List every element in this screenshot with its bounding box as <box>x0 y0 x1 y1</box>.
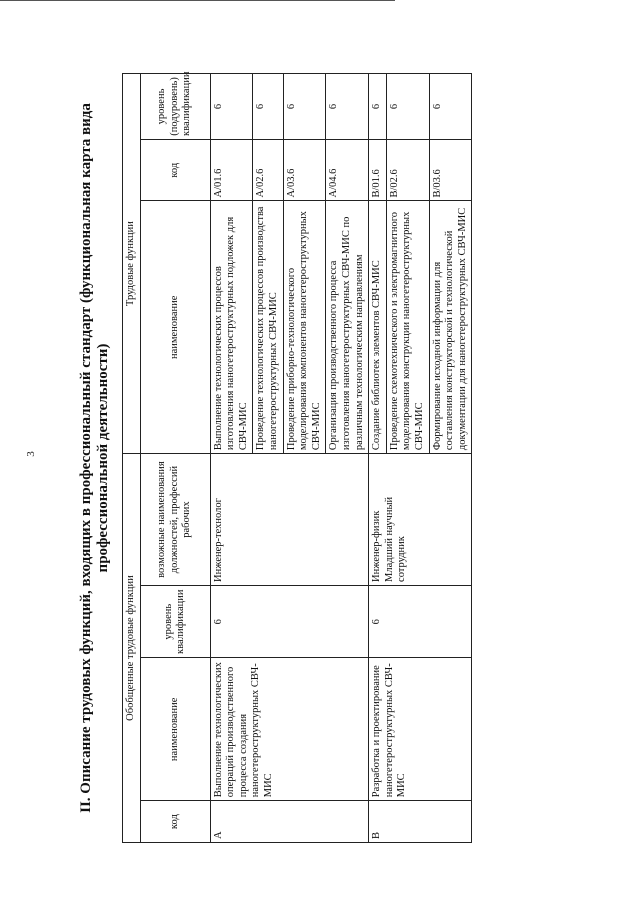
header-generalized: Обобщенные трудовые функции <box>123 454 141 843</box>
function-code: B/02.6 <box>386 139 429 201</box>
header-name: наименование <box>140 658 210 801</box>
function-level: 6 <box>326 74 369 140</box>
header-code: код <box>140 801 210 843</box>
group-code: A <box>210 801 369 843</box>
group-name: Разработка и проектирование наногетероструктурных СВЧ-МИС <box>369 658 472 801</box>
header-row-2 <box>140 74 210 843</box>
header-labor: Трудовые функции <box>123 74 141 454</box>
function-name: Формирование исходной информации для составления конструкторской и технологической документации для наногетероструктурных СВЧ-МИС <box>429 201 472 454</box>
function-level: 6 <box>386 74 429 140</box>
group-code: B <box>369 801 472 843</box>
header-row-1 <box>123 74 141 843</box>
function-code: A/02.6 <box>253 139 283 201</box>
function-code: A/03.6 <box>283 139 326 201</box>
group-name: Выполнение технологических операций производственного процесса создания наногетероструктурных СВЧ-МИС <box>210 658 369 801</box>
table-row <box>369 74 387 843</box>
header-positions: возможные наименования должностей, профессий рабочих <box>140 454 210 586</box>
group-level: 6 <box>210 585 369 658</box>
function-name: Проведение приборно-технологического моделирования компонентов наногетероструктурных СВЧ-МИС <box>283 201 326 454</box>
group-positions: Инженер-технолог <box>210 454 369 586</box>
table-row <box>210 74 253 843</box>
function-name: Проведение схемотехнического и электромагнитного моделирования конструкции наногетероструктурных СВЧ-МИС <box>386 201 429 454</box>
section-title: II. Описание трудовых функций, входящих в профессиональный стандарт (функциональная карта вида профессиональной деятельности) <box>78 103 111 813</box>
header-function-code: код <box>140 139 210 201</box>
function-code: B/01.6 <box>369 139 387 201</box>
function-level: 6 <box>429 74 472 140</box>
function-level: 6 <box>253 74 283 140</box>
group-level: 6 <box>369 585 472 658</box>
function-code: B/03.6 <box>429 139 472 201</box>
header-function-level: уровень (подуровень) квалификации <box>140 74 210 140</box>
group-positions: Инженер-физик Младший научный сотрудник <box>369 454 472 586</box>
page-number: 3 <box>24 451 37 457</box>
header-level: уровень квалификации <box>140 585 210 658</box>
rotated-page <box>78 63 608 853</box>
function-name: Проведение технологических процессов производства наногетероструктурных СВЧ-МИС <box>253 201 283 454</box>
header-function-name: наименование <box>140 201 210 454</box>
function-level: 6 <box>283 74 326 140</box>
top-rule <box>0 0 395 1</box>
function-code: A/04.6 <box>326 139 369 201</box>
function-level: 6 <box>210 74 253 140</box>
function-level: 6 <box>369 74 387 140</box>
function-name: Выполнение технологических процессов изготовления наногетероструктурных подложек для СВЧ-МИС <box>210 201 253 454</box>
function-code: A/01.6 <box>210 139 253 201</box>
function-name: Создание библиотек элементов СВЧ-МИС <box>369 201 387 454</box>
functional-map-table <box>122 73 472 843</box>
function-name: Организация производственного процесса изготовления наногетероструктурных СВЧ-МИС по различным технологическим направлениям <box>326 201 369 454</box>
